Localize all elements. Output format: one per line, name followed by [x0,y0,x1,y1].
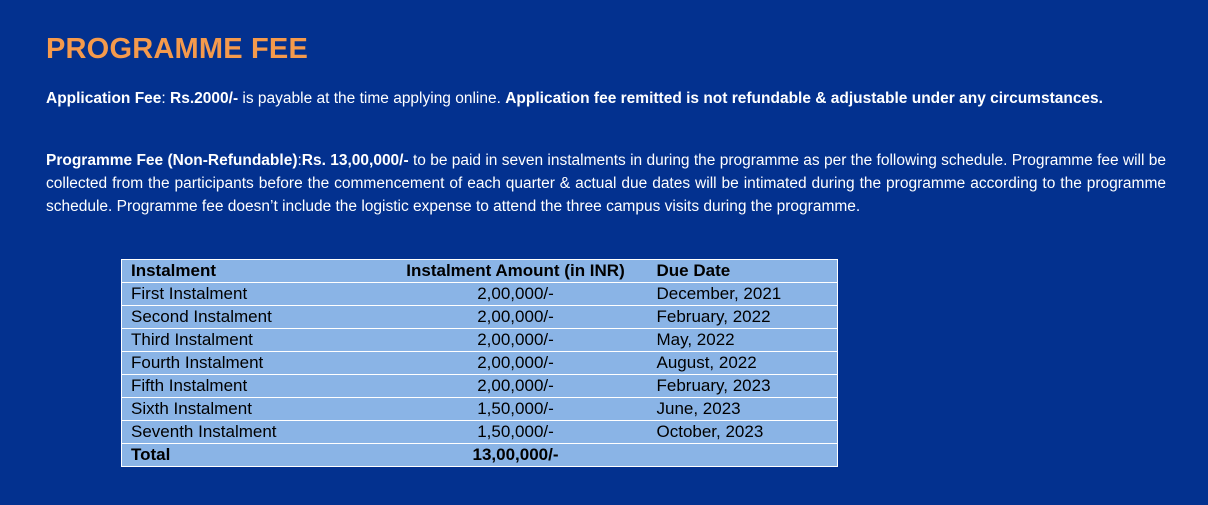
instalment-due-date: June, 2023 [648,398,838,421]
instalment-amount: 2,00,000/- [384,375,648,398]
instalment-due-date: October, 2023 [648,421,838,444]
application-fee-separator: : [161,90,171,107]
table-row [122,421,838,444]
header-due-date: Due Date [648,260,838,283]
page-title: PROGRAMME FEE [46,33,308,65]
table-row [122,398,838,421]
programme-fee-separator: : [297,152,302,169]
instalment-due-date: December, 2021 [648,283,838,306]
programme-fee-amount: Rs. 13,00,000/- [301,152,409,169]
application-fee-paragraph [46,87,1166,110]
instalment-name: Fifth Instalment [122,375,384,398]
programme-fee-label: Programme Fee (Non-Refundable) [46,152,298,169]
table-header-row [122,260,838,283]
instalment-name: Sixth Instalment [122,398,384,421]
programme-fee-text: to be paid in seven instalments in during the programme as per the following schedule. Programme fee will be collected from the participants before the commencement of each quarter & actual due dates will be intimated during the programme according to the programme schedule. Programme fee doesn’t include the logistic expense to attend the three campus visits during the programme. [46,152,1166,215]
total-row [122,444,838,467]
instalment-name: Third Instalment [122,329,384,352]
table-row [122,306,838,329]
header-instalment: Instalment [122,260,384,283]
table-row [122,283,838,306]
programme-fee-paragraph [46,149,1166,218]
instalment-due-date: August, 2022 [648,352,838,375]
instalment-name: Seventh Instalment [122,421,384,444]
application-fee-note: Application fee remitted is not refundable & adjustable under any circumstances. [505,90,1103,107]
instalment-amount: 2,00,000/- [384,329,648,352]
instalment-name: Fourth Instalment [122,352,384,375]
instalment-amount: 1,50,000/- [384,421,648,444]
application-fee-amount: Rs.2000/- [170,90,239,107]
total-amount: 13,00,000/- [384,444,648,467]
instalment-table [121,259,838,467]
table-row [122,375,838,398]
instalment-due-date: February, 2023 [648,375,838,398]
header-amount: Instalment Amount (in INR) [384,260,648,283]
application-fee-label: Application Fee [46,90,162,107]
instalment-name: First Instalment [122,283,384,306]
total-label: Total [122,444,384,467]
instalment-amount: 2,00,000/- [384,352,648,375]
application-fee-text: is payable at the time applying online. [238,90,506,107]
instalment-amount: 2,00,000/- [384,283,648,306]
instalment-amount: 1,50,000/- [384,398,648,421]
table-row [122,329,838,352]
instalment-name: Second Instalment [122,306,384,329]
instalment-due-date: February, 2022 [648,306,838,329]
total-due-date [648,444,838,467]
instalment-due-date: May, 2022 [648,329,838,352]
instalment-amount: 2,00,000/- [384,306,648,329]
table-row [122,352,838,375]
